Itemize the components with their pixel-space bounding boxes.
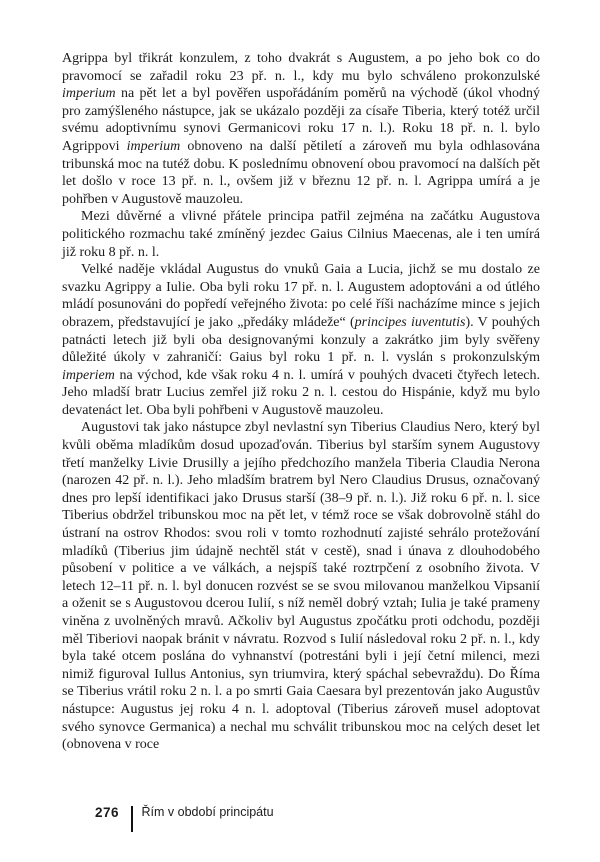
italic-text: imperium (126, 138, 181, 154)
body-text: ). V pouhých patnácti letech již byli oba designovanými konzuly a zakrátko jim byly svěřeny důležité úkoly v zahraničí: Gaius byl roku 1 př. n. l. vyslán s prokonzulským (62, 314, 540, 366)
paragraph (62, 208, 540, 261)
page-footer (62, 804, 540, 834)
paragraph (62, 419, 540, 753)
body-text: Velké naděje vkládal Augustus do vnuků Gaia a Lucia, jichž se mu dostalo ze svazku Agrippy a Iulie. Oba byli roku 17 př. n. l. Augustem adoptováni a od útlého mládí posunováni do popředí veřejného života: po celé říši nacházíme mince s jejich obrazem, představující je jako „předáky mládeže“ ( (62, 262, 540, 330)
body-text: Mezi důvěrné a vlivné přátele principa patřil zejména na začátku Augustova politického rozmachu také zmíněný jezdec Gaius Cilnius Maecenas, ale i ten umírá již roku 8 př. n. l. (62, 209, 540, 260)
running-title: Řím v období principátu (141, 805, 274, 819)
body-text: na pět let a byl pověřen uspořádáním poměrů na východě (úkol vhodný pro zamýšleného nástupce, jak se ukázalo později za císaře Tiberia, který totéž určil svému adoptivnímu synovi Germanicovi roku 17 n. l.). Roku 18 př. n. l. bylo Agrippovi (62, 86, 540, 154)
body-text: na východ, kde však roku 4 n. l. umírá v pouhých dvaceti čtyřech letech. Jeho mladší bratr Lucius zemřel již roku 2 n. l. cestou do Hispánie, když mu bylo devatenáct let. Oba byli pohřbeni v Augustově mauzoleu. (62, 367, 540, 418)
paragraph (62, 50, 540, 208)
body-text: Agrippa byl třikrát konzulem, z toho dvakrát s Augustem, a po jeho bok co do pravomocí se zařadil roku 23 př. n. l., kdy mu bylo schváleno prokonzulské (62, 51, 540, 84)
body-text: Augustovi tak jako nástupce zbyl nevlastní syn Tiberius Claudius Nero, který byl kvůli oběma mladíkům dosud upozaďován. Tiberius byl starším synem Augustovy třetí manželky Livie Drusilly a jejího předchozího manžela Tiberia Claudia Nerona (narozen 42 př. n. l.). Jeho mladším bratrem byl Nero Claudius Drusus, označovaný dnes pro lepší identifikaci jako Drusus starší (38–9 př. n. l.). Již roku 6 př. n. l. sice Tiberius obdržel tribunskou moc na pět let, v témž roce se však dobrovolně stáhl do ústraní na ostrov Rhodos: svou roli v tomto rozhodnutí zajisté sehrálo protežování mladíků (Tiberius jim údajně nechtěl stát v cestě), snad i únava z dlouhodobého působení v politice a ve válkách, a nejspíš také roztrpčení z osobního života. V letech 12–11 př. n. l. byl donucen rozvést se se svou milovanou manželkou Vipsanií a oženit se s Augustovou dcerou Iulií, s níž neměl dobrý vztah; Iulia je také prameny viněna z uvolněných mravů. Ačkoliv byl Augustus zpočátku proti odchodu, později měl Tiberiovi naopak bránit v návratu. Rozvod s Iulií následoval roku 2 př. n. l., kdy byla také otcem poslána do vyhnanství (potrestáni byli i její četní milenci, mezi nimiž figuroval Iullus Antonius, syn triumvira, který spáchal sebevraždu). Do Říma se Tiberius vrátil roku 2 n. l. a po smrti Gaia Caesara byl prezentován jako Augustův nástupce: Augustus jej roku 4 n. l. adoptoval (Tiberius zároveň musel adoptovat svého synovce Germanica) a nechal mu schválit tribunskou moc na celých deset let (obnovena v roce (62, 420, 540, 753)
italic-text: imperium (62, 86, 116, 102)
paragraph (62, 261, 540, 419)
page-number: 276 (95, 805, 120, 820)
italic-text: imperiem (62, 367, 115, 383)
text-block (62, 50, 540, 754)
body-text: obnoveno na další pětiletí a zároveň mu byla odhlasována tribunská moc na tutéž dobu. K poslednímu obnovení obou pravomocí na dalších pět let došlo v roce 13 př. n. l., ovšem již v březnu 12 př. n. l. Agrippa umírá a je pohřben v Augustově mauzoleu. (62, 138, 540, 207)
footer-divider (131, 806, 133, 832)
italic-text: principes iuventutis (354, 314, 466, 330)
